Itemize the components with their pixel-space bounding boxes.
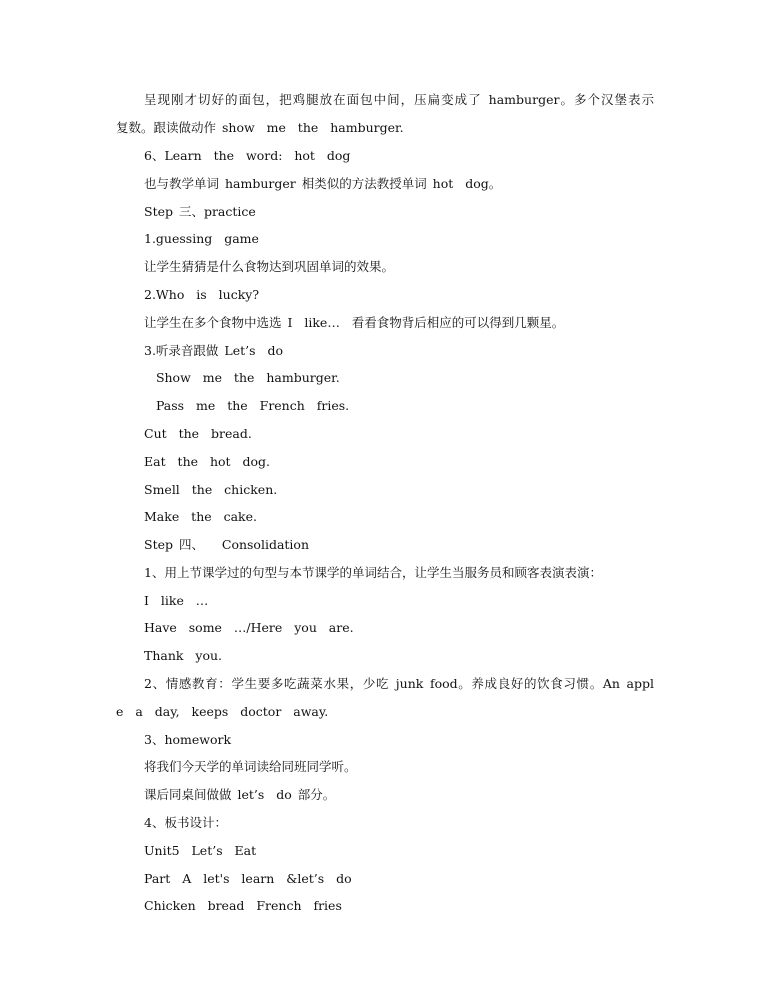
section-heading: Step 三、practice (144, 204, 256, 219)
paragraph-line: 复数。跟读做动作 show me the hamburger. (116, 120, 404, 135)
dialogue-line: Have some …/Here you are. (144, 620, 354, 635)
paragraph-line: 让学生猜猜是什么食物达到巩固单词的效果。 (144, 259, 395, 274)
dialogue-line: I like … (144, 593, 209, 608)
dialogue-line: Thank you. (144, 648, 223, 663)
chant-line: Smell the chicken. (144, 482, 278, 497)
paragraph-line: 也与教学单词 hamburger 相类似的方法教授单词 hot dog。 (144, 176, 502, 191)
board-line: Unit5 Let’s Eat (144, 843, 257, 858)
chant-line: Make the cake. (144, 509, 257, 524)
section-heading: 3、homework (144, 732, 232, 747)
chant-line: Pass me the French fries. (144, 398, 350, 413)
paragraph-line: e a day, keeps doctor away. (116, 704, 329, 719)
chant-line: Eat the hot dog. (144, 454, 271, 469)
section-heading: 4、板书设计： (144, 815, 227, 830)
board-line: Part A let's learn &let’s do (144, 871, 352, 886)
paragraph-line: 呈现刚才切好的面包，把鸡腿放在面包中间，压扁变成了 hamburger。多个汉堡表示 (144, 92, 654, 107)
chant-line: Cut the bread. (144, 426, 252, 441)
chant-line: Show me the hamburger. (144, 370, 340, 385)
paragraph-line: 1、用上节课学过的句型与本节课学的单词结合，让学生当服务员和顾客表演表演： (144, 565, 602, 580)
list-item: 3.听录音跟做 Let’s do (144, 343, 283, 358)
board-line: Chicken bread French fries (144, 898, 342, 913)
list-item: 2.Who is lucky? (144, 287, 260, 302)
paragraph-line: 课后同桌间做做 let’s do 部分。 (144, 787, 336, 802)
paragraph-line: 让学生在多个食物中选选 I like… 看看食物背后相应的可以得到几颗星。 (144, 315, 565, 330)
section-heading: 6、Learn the word: hot dog (144, 148, 351, 163)
paragraph-line: 将我们今天学的单词读给同班同学听。 (144, 759, 357, 774)
section-heading: Step 四、 Consolidation (144, 537, 310, 552)
list-item: 1.guessing game (144, 231, 259, 246)
paragraph-line: 2、情感教育：学生要多吃蔬菜水果，少吃 junk food。养成良好的饮食习惯。An appl (144, 676, 654, 691)
